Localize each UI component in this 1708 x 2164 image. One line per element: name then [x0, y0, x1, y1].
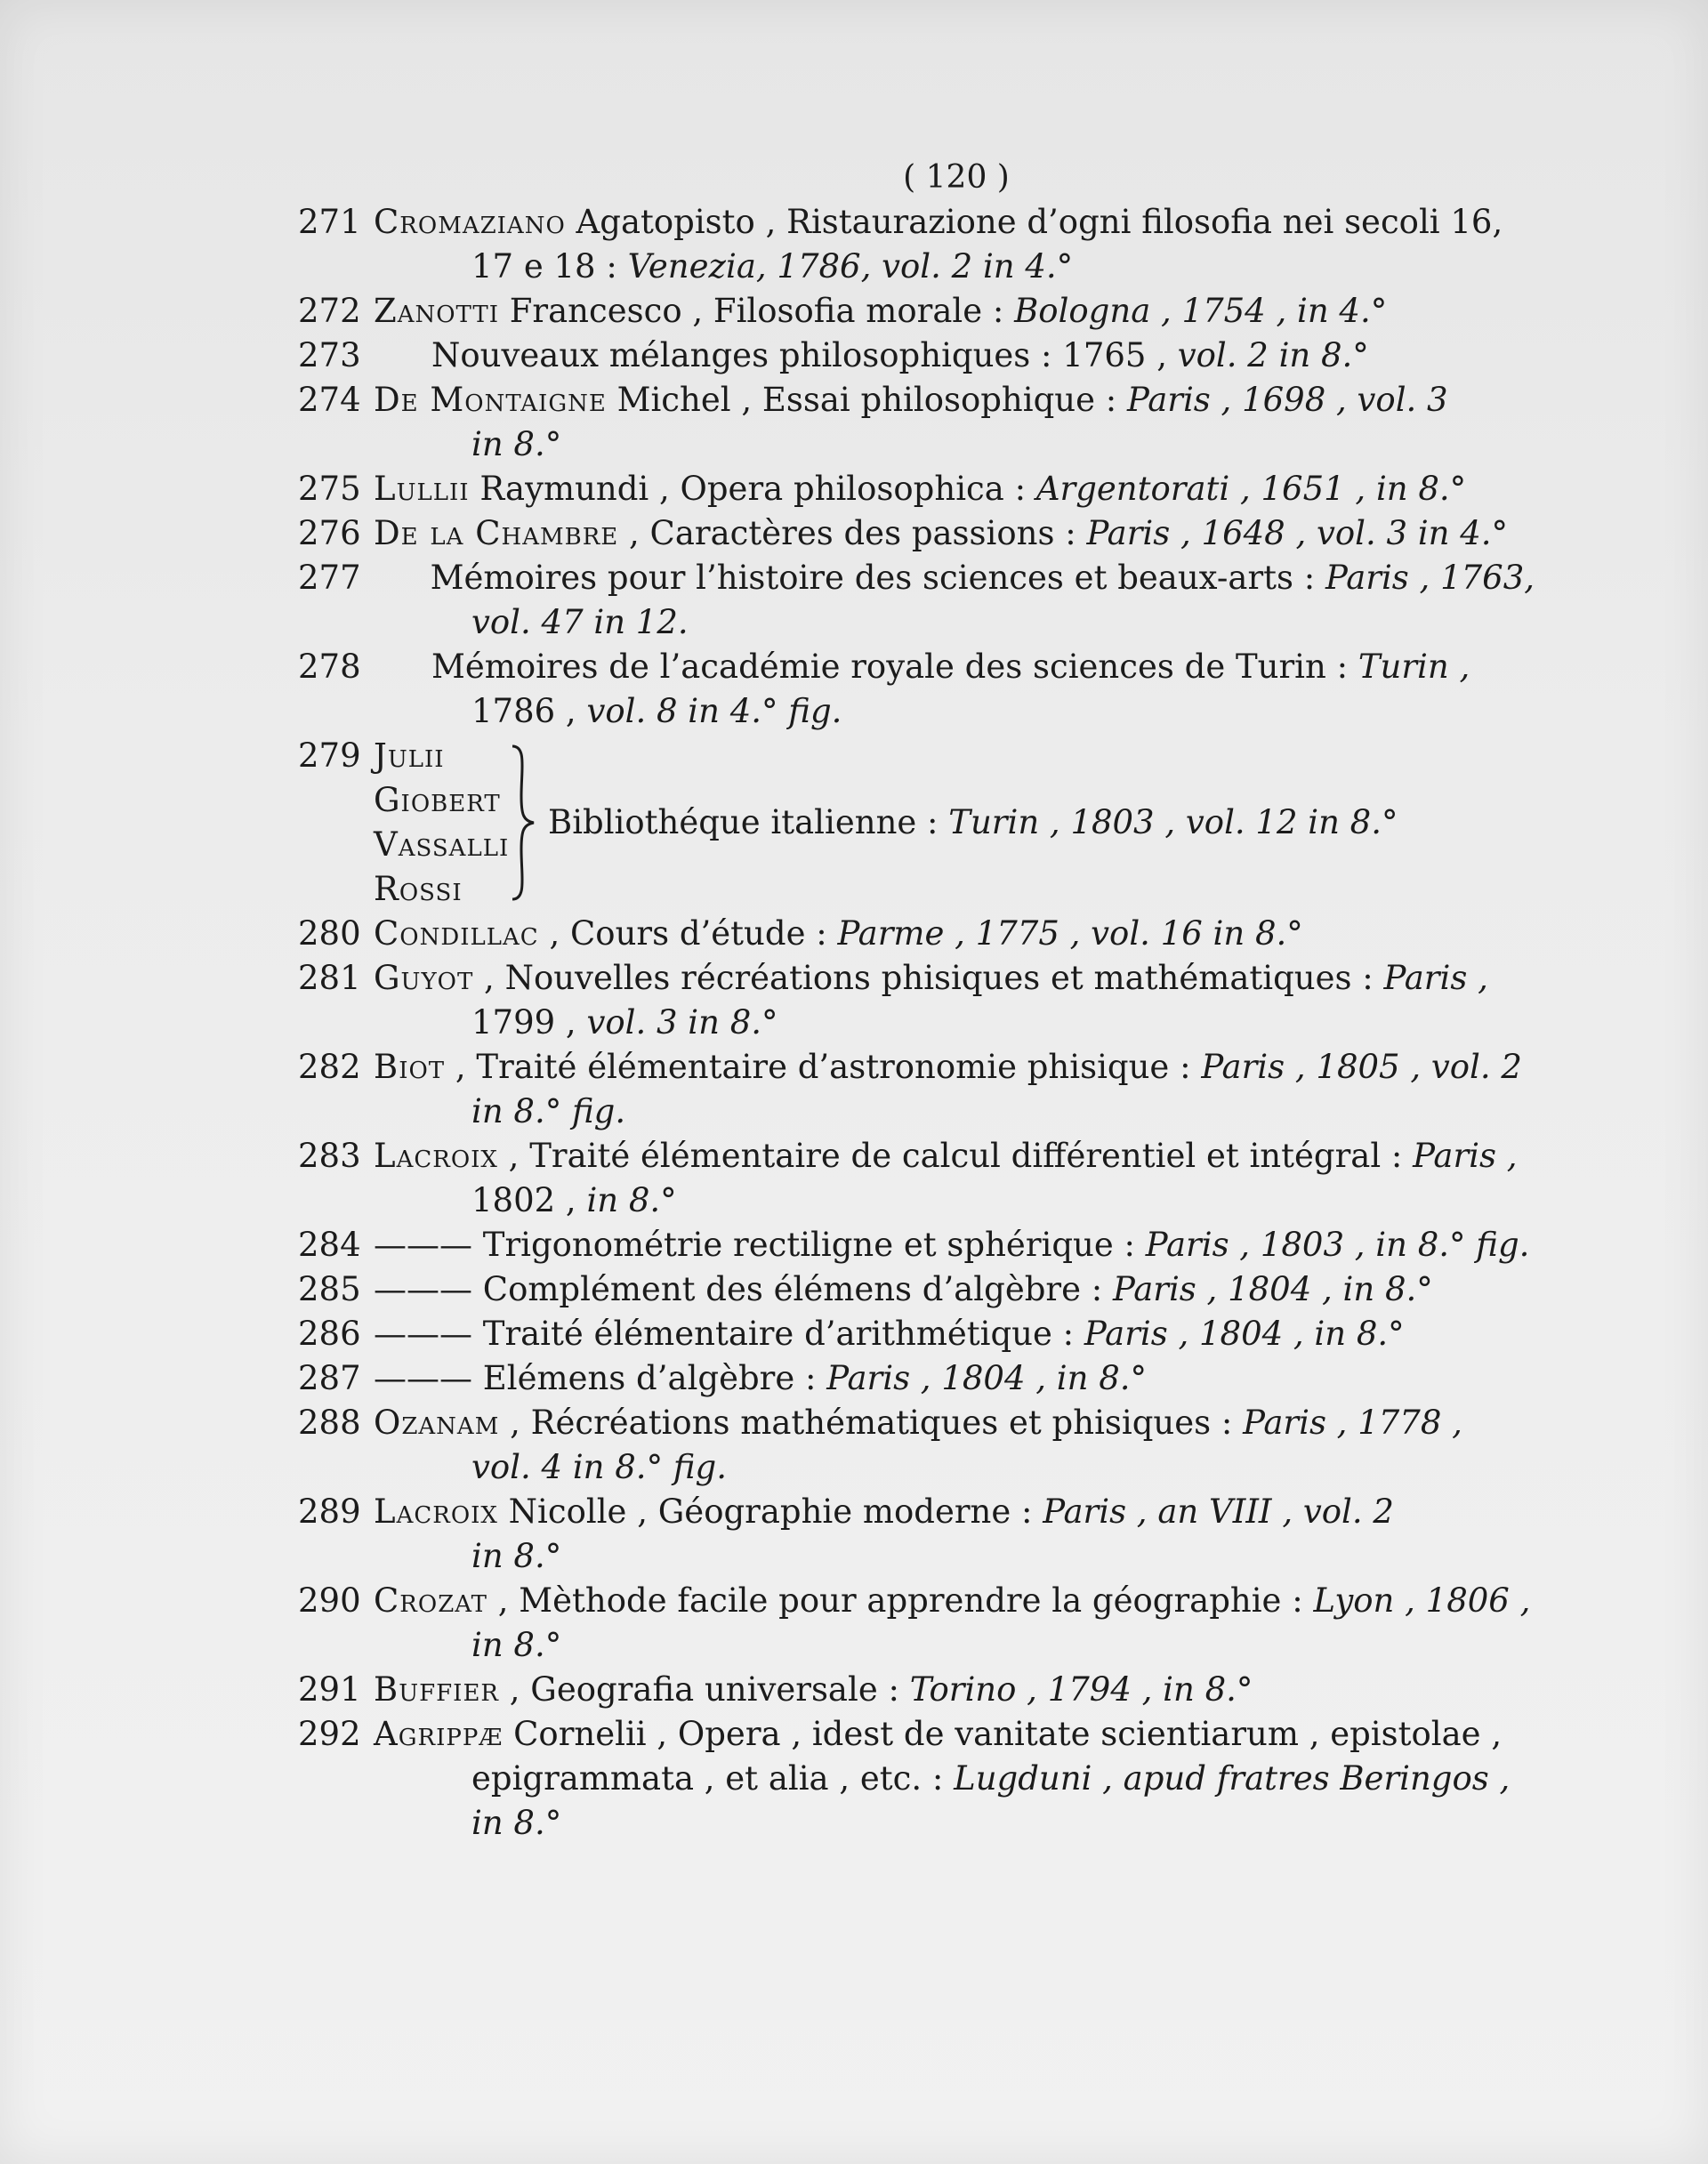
entry-text [471, 1801, 1708, 1846]
entry-278 [298, 645, 1535, 734]
entry-title: Nicolle , Géographie moderne : [497, 1492, 1043, 1531]
entry-imprint: in 8.° [586, 1181, 677, 1219]
entry-imprint: in 8.° [471, 1626, 562, 1664]
entry-line [298, 1490, 1535, 1534]
entry-number: 274 [298, 381, 361, 419]
entry-author: Agrippæ [374, 1715, 504, 1753]
entry-line [298, 1623, 1708, 1668]
entry-title: 17 e 18 : [471, 247, 628, 286]
entry-line [298, 422, 1708, 467]
repeat-author-dash: ——— [374, 1270, 472, 1308]
entry-285 [298, 1267, 1535, 1312]
entry-text [471, 1090, 1708, 1134]
entry-author: Ozanam [374, 1404, 500, 1442]
entry-273 [298, 334, 1535, 378]
entry-imprint: Paris , 1804 , in 8.° [826, 1359, 1148, 1397]
entry-line [298, 200, 1535, 245]
entry-text [374, 1312, 1535, 1356]
entry-number: 284 [298, 1226, 361, 1264]
entry-title: , Traité élémentaire d’astronomie phisique : [445, 1048, 1202, 1086]
entry-title: Agatopisto , Ristaurazione d’ogni filosofia nei secoli 16, [565, 203, 1503, 241]
entry-number: 272 [298, 292, 361, 330]
entry-number: 282 [298, 1048, 361, 1086]
entry-line [298, 1045, 1535, 1090]
entry-274 [298, 378, 1535, 467]
entry-text [373, 556, 1535, 600]
entry-line [298, 645, 1535, 689]
author-giobert: Giobert [374, 781, 501, 819]
entry-title: Trigonométrie rectiligne et sphérique : [472, 1226, 1146, 1264]
entry-text [374, 467, 1535, 511]
entry-imprint: Paris , 1804 , in 8.° [1084, 1315, 1405, 1353]
entry-title: Raymundi , Opera philosophica : [469, 470, 1036, 508]
entry-title: Mémoires pour l’histoire des sciences et beaux-arts : [430, 559, 1325, 597]
entry-text [471, 689, 1708, 734]
entry-line [298, 1001, 1708, 1045]
entry-280 [298, 912, 1535, 956]
entry-277 [298, 556, 1535, 645]
entry-line [298, 1801, 1708, 1846]
entry-author: Buffier [374, 1670, 500, 1709]
entry-number: 281 [298, 959, 361, 997]
entry-line [298, 689, 1708, 734]
entry-imprint: Turin , [1358, 648, 1470, 686]
entry-272 [298, 289, 1535, 334]
author-rossi: Rossi [374, 870, 463, 908]
entry-text [374, 1356, 1535, 1401]
entry-title: 1799 , [471, 1003, 587, 1042]
entry-imprint: Paris , [1383, 959, 1488, 997]
entry-imprint: vol. 47 in 12. [471, 603, 689, 641]
entry-author: Cromaziano [374, 203, 566, 241]
entry-text [471, 1534, 1708, 1579]
entries-section-1 [298, 200, 1535, 734]
entry-number: 273 [298, 336, 361, 374]
entry-text [374, 378, 1535, 422]
entry-line [298, 1534, 1708, 1579]
entry-text [374, 1223, 1535, 1267]
entry-291 [298, 1668, 1535, 1712]
entry-281 [298, 956, 1535, 1045]
entry-title: Bibliothéque italienne : [548, 803, 949, 841]
entry-line [298, 378, 1535, 422]
entry-number: 271 [298, 203, 361, 241]
entry-imprint: Paris , 1804 , in 8.° [1112, 1270, 1433, 1308]
entry-283 [298, 1134, 1535, 1223]
entry-line [298, 1712, 1535, 1757]
entry-imprint: Argentorati , 1651 , in 8.° [1035, 470, 1467, 508]
entry-imprint: Paris , 1763, [1325, 559, 1535, 597]
entry-text [374, 289, 1535, 334]
entry-line [298, 289, 1535, 334]
entry-title: Mémoires de l’académie royale des sciences de Turin : [431, 648, 1358, 686]
entry-title: , Récréations mathématiques et phisiques : [499, 1404, 1244, 1442]
entry-271 [298, 200, 1535, 289]
entry-line [298, 1090, 1708, 1134]
group-title-line [548, 800, 1398, 845]
entry-title: Traité élémentaire d’arithmétique : [472, 1315, 1084, 1353]
entry-number: 288 [298, 1404, 361, 1442]
entry-title: 1802 , [471, 1181, 587, 1219]
entry-289 [298, 1490, 1535, 1579]
entry-author: De Montaigne [374, 381, 607, 419]
entry-text [374, 1134, 1535, 1179]
entry-284 [298, 1223, 1535, 1267]
entry-imprint: Paris , [1413, 1137, 1518, 1175]
entry-line [298, 1579, 1535, 1623]
entry-title: Francesco , Filosofia morale : [499, 292, 1015, 330]
entry-text [374, 200, 1535, 245]
entry-title: Cornelii , Opera , idest de vanitate scientiarum , epistolae , [503, 1715, 1503, 1753]
entry-number: 289 [298, 1492, 361, 1531]
entry-imprint: vol. 8 in 4.° fig. [586, 692, 842, 730]
entry-line [298, 1267, 1535, 1312]
entry-line [298, 1223, 1535, 1267]
entry-292 [298, 1712, 1535, 1846]
entry-imprint: vol. 3 in 8.° [586, 1003, 778, 1042]
entry-number: 283 [298, 1137, 361, 1175]
entry-number: 285 [298, 1270, 361, 1308]
entry-line [298, 1356, 1535, 1401]
entry-title: Nouveaux mélanges philosophiques : 1765 , [431, 336, 1178, 374]
entry-279 [298, 734, 1535, 912]
entry-line [298, 511, 1535, 556]
entry-line [298, 1445, 1708, 1490]
entry-imprint: Paris , 1803 , in 8.° fig. [1145, 1226, 1530, 1264]
entry-line [298, 334, 1535, 378]
entry-text [471, 1445, 1708, 1490]
entry-line [298, 556, 1535, 600]
entry-text [374, 1579, 1535, 1623]
entry-author: Crozat [374, 1581, 487, 1620]
entry-imprint: vol. 4 in 8.° fig. [471, 1448, 727, 1486]
entry-text [471, 245, 1708, 289]
entry-text [374, 511, 1535, 556]
entry-text [374, 1668, 1535, 1712]
entry-287 [298, 1356, 1535, 1401]
curly-brace [507, 743, 539, 903]
entry-imprint: in 8.° [471, 425, 562, 463]
entry-imprint: vol. 2 in 8.° [1177, 336, 1369, 374]
entry-276 [298, 511, 1535, 556]
entry-imprint: Paris , 1698 , vol. 3 [1126, 381, 1448, 419]
entry-author: Biot [374, 1048, 446, 1086]
entry-line [298, 1179, 1708, 1223]
repeat-author-dash: ——— [374, 1359, 472, 1397]
entry-author: Zanotti [374, 292, 499, 330]
entry-number: 287 [298, 1359, 361, 1397]
entry-author: Condillac [374, 914, 539, 953]
entry-title: epigrammata , et alia , etc. : [471, 1759, 955, 1798]
entry-number: 292 [298, 1715, 361, 1753]
entry-author: Lullii [374, 470, 470, 508]
entry-imprint: Paris , 1805 , vol. 2 [1201, 1048, 1522, 1086]
repeat-author-dash: ——— [374, 1226, 472, 1264]
entry-author: Lacroix [374, 1137, 498, 1175]
entry-275 [298, 467, 1535, 511]
entry-line [298, 912, 1535, 956]
entry-286 [298, 1312, 1535, 1356]
entry-number: 275 [298, 470, 361, 508]
entry-line [298, 1401, 1535, 1445]
entry-line [298, 1668, 1535, 1712]
entry-number: 277 [298, 559, 361, 597]
entry-text [374, 912, 1535, 956]
entry-text [471, 422, 1708, 467]
entry-imprint: Venezia, 1786, vol. 2 in 4.° [627, 247, 1074, 286]
entry-text [374, 1267, 1535, 1312]
entry-number: 278 [298, 648, 361, 686]
entry-imprint: Paris , 1648 , vol. 3 in 4.° [1086, 514, 1509, 552]
entry-number: 290 [298, 1581, 361, 1620]
entry-title: , Cours d’étude : [538, 914, 838, 953]
entry-number: 276 [298, 514, 361, 552]
entry-line [298, 245, 1708, 289]
entry-number: 279 [298, 736, 361, 775]
entry-line [298, 1134, 1535, 1179]
entry-line [298, 1757, 1708, 1801]
entry-text [374, 1401, 1535, 1445]
entry-text [374, 956, 1535, 1001]
entry-text [374, 1712, 1535, 1757]
group-authors [374, 734, 510, 912]
entry-line [298, 467, 1535, 511]
entry-imprint: in 8.° [471, 1804, 562, 1842]
entry-number: 280 [298, 914, 361, 953]
entry-title: , Geografia universale : [499, 1670, 910, 1709]
entry-imprint: Turin , 1803 , vol. 12 in 8.° [948, 803, 1398, 841]
entry-title: Elémens d’algèbre : [472, 1359, 827, 1397]
author-julii: Julii [374, 736, 445, 775]
entry-imprint: in 8.° fig. [471, 1092, 626, 1130]
entry-imprint: Parme , 1775 , vol. 16 in 8.° [837, 914, 1303, 953]
repeat-author-dash: ——— [374, 1315, 472, 1353]
entry-imprint: Lugduni , apud fratres Beringos , [954, 1759, 1511, 1798]
entry-number: 286 [298, 1315, 361, 1353]
entry-text [471, 600, 1708, 645]
entry-282 [298, 1045, 1535, 1134]
entry-title: , Nouvelles récréations phisiques et mathématiques : [473, 959, 1384, 997]
page-number: ( 120 ) [903, 159, 1010, 196]
entry-line [298, 956, 1535, 1001]
entry-title: 1786 , [471, 692, 587, 730]
entry-text [374, 645, 1535, 689]
entry-line [298, 600, 1708, 645]
entry-line [298, 1312, 1535, 1356]
entry-title: Complément des élémens d’algèbre : [472, 1270, 1113, 1308]
entries-section-2 [298, 912, 1535, 1846]
entry-author: Lacroix [374, 1492, 498, 1531]
author-vassalli: Vassalli [374, 825, 510, 864]
entry-title: , Mèthode facile pour apprendre la géographie : [487, 1581, 1314, 1620]
entry-text [374, 1490, 1535, 1534]
entry-text [471, 1757, 1708, 1801]
entry-imprint: Lyon , 1806 , [1313, 1581, 1531, 1620]
entry-290 [298, 1579, 1535, 1668]
entry-imprint: Bologna , 1754 , in 4.° [1014, 292, 1388, 330]
entry-text [374, 334, 1535, 378]
entry-288 [298, 1401, 1535, 1490]
entry-text [374, 1045, 1535, 1090]
entry-text [471, 1179, 1708, 1223]
entry-number: 291 [298, 1670, 361, 1709]
entry-title: , Caractères des passions : [618, 514, 1087, 552]
entry-title: , Traité élémentaire de calcul différentiel et intégral : [497, 1137, 1414, 1175]
catalogue-text [298, 156, 1535, 1846]
entry-author: Guyot [374, 959, 474, 997]
entry-imprint: in 8.° [471, 1537, 562, 1575]
entry-author: De la Chambre [374, 514, 619, 552]
entry-imprint: Paris , an VIII , vol. 2 [1043, 1492, 1394, 1531]
entry-text [471, 1001, 1708, 1045]
entry-title: Michel , Essai philosophique : [606, 381, 1127, 419]
entry-imprint: Paris , 1778 , [1243, 1404, 1462, 1442]
entry-imprint: Torino , 1794 , in 8.° [909, 1670, 1253, 1709]
entry-text [471, 1623, 1708, 1668]
